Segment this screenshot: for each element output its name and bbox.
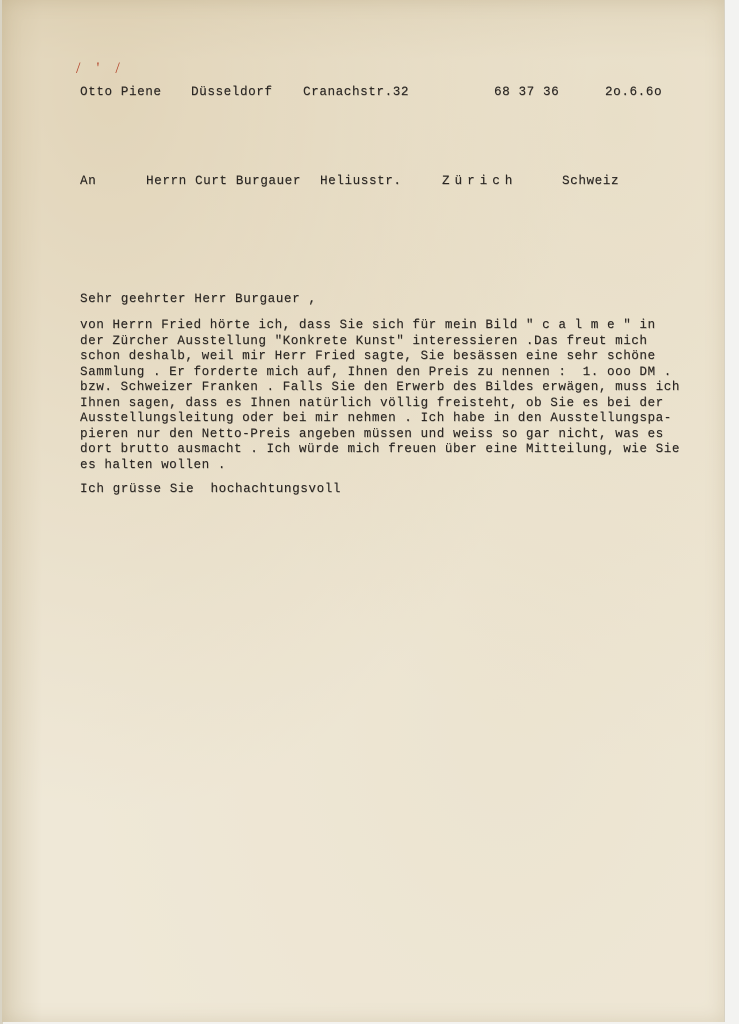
salutation: Sehr geehrter Herr Burgauer , — [80, 292, 317, 306]
body-line: von Herrn Fried hörte ich, dass Sie sich für mein Bild " c a l m e " in — [80, 318, 656, 332]
recipient-country: Schweiz — [562, 174, 620, 188]
letter-body — [80, 318, 730, 473]
recipient-street: Heliusstr. — [320, 174, 402, 188]
body-line: bzw. Schweizer Franken . Falls Sie den Erwerb des Bildes erwägen, muss ich — [80, 380, 680, 394]
body-line: dort brutto ausmacht . Ich würde mich freuen über eine Mitteilung, wie Sie — [80, 442, 680, 456]
letterhead-phone: 68 37 36 — [494, 85, 560, 99]
closing-line: Ich grüsse Sie hochachtungsvoll — [80, 482, 342, 496]
letterhead-sender: Otto Piene — [80, 85, 162, 99]
body-line: schon deshalb, weil mir Herr Fried sagte, Sie besässen eine sehr schöne — [80, 349, 656, 363]
recipient-name: Herrn Curt Burgauer — [146, 174, 301, 188]
body-line: der Zürcher Ausstellung "Konkrete Kunst" interessieren .Das freut mich — [80, 333, 648, 348]
recipient-city: Zürich — [442, 174, 518, 188]
letter-sheet — [2, 0, 725, 1022]
letter-date: 2o.6.6o — [605, 85, 663, 99]
body-line: Ihnen sagen, dass es Ihnen natürlich völlig freisteht, ob Sie es bei der — [80, 395, 664, 410]
body-line: Sammlung . Er forderte mich auf, Ihnen den Preis zu nennen : 1. ooo DM . — [80, 364, 672, 379]
body-line: pieren nur den Netto-Preis angeben müssen und weiss so gar nicht, was es — [80, 426, 664, 441]
recipient-prefix: An — [80, 174, 97, 188]
body-line: Ausstellungsleitung oder bei mir nehmen . Ich habe in den Ausstellungspa- — [80, 411, 672, 425]
handwritten-margin-mark: / ' / — [76, 60, 126, 77]
letterhead-city: Düsseldorf — [191, 85, 273, 99]
letterhead-street: Cranachstr.32 — [303, 85, 410, 99]
body-line: es halten wollen . — [80, 457, 226, 472]
